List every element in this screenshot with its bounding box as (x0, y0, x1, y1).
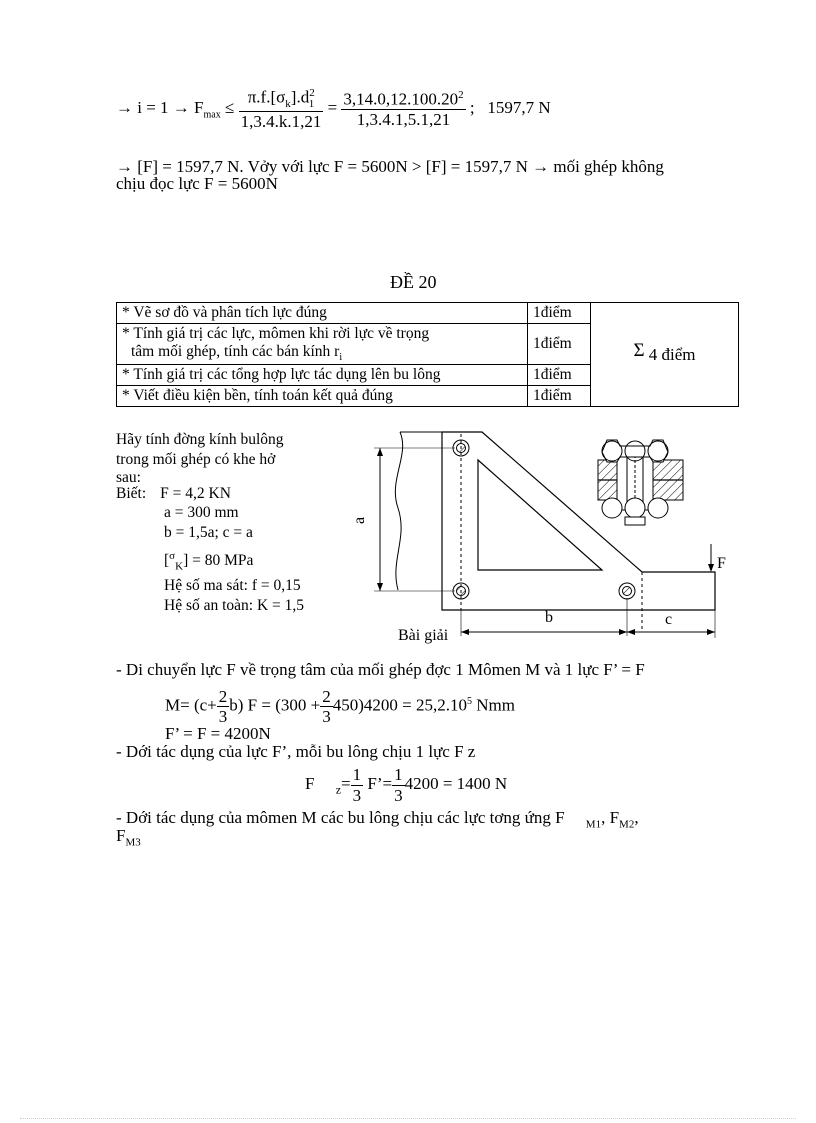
solution-line-1: - Di chuyển lực F về trọng tâm của mối ghép đợc 1 Mômen M và 1 lực F’ = F (116, 660, 645, 679)
fprime-line: F’ = F = 4200N (165, 724, 271, 743)
equals-sign: = (327, 98, 338, 117)
dim-arrow (619, 629, 627, 635)
force-label: F (717, 555, 726, 572)
num2: 3,14.0,12.100.20 (343, 89, 459, 109)
fz-sub: z (335, 782, 342, 797)
intro-line: trong mối ghép có khe hở (116, 451, 276, 468)
solution-line-4 (116, 826, 141, 848)
fraction-symbolic (239, 87, 324, 131)
fz-mid: F’= (367, 774, 393, 793)
task-cell: * Vẽ sơ đồ và phân tích lực đúng (117, 303, 528, 324)
fm1-sub: M1 (585, 818, 602, 831)
points-cell: 1điểm (528, 386, 591, 407)
fmax-result: 1597,7 N (487, 98, 551, 117)
dim-a-label: a (351, 516, 368, 524)
num2-sup: 2 (458, 88, 464, 101)
dim-arrow (627, 629, 635, 635)
given-sigma (116, 546, 330, 576)
sigma-symbol: Σ (633, 339, 645, 361)
moment-tail: 450)4200 = 25,2.10 (332, 695, 467, 715)
total-points-cell (591, 303, 739, 407)
num1-tail: ].d (290, 87, 310, 107)
force-arrow-icon (708, 564, 714, 572)
intro-line: sau: (116, 469, 141, 486)
points-cell: 1điểm (528, 303, 591, 324)
frac-den: 3 (394, 785, 403, 805)
formula-lead: → i = 1 → F (116, 98, 204, 117)
sigma-pre: [ (164, 552, 170, 570)
moment-mid: b) F = (300 + (229, 695, 321, 715)
fraction-numeric (341, 89, 465, 130)
fm2-sub: M2 (619, 818, 635, 831)
bracket-plate (442, 432, 715, 610)
given-f: Hệ số ma sát: f = 0,15 (164, 577, 301, 595)
points-cell: 1điểm (528, 324, 591, 365)
total-points: 4 điểm (648, 344, 696, 364)
fz-formula (305, 762, 507, 806)
task-line-2 (122, 343, 522, 363)
num1-sub2: 1 (308, 98, 315, 111)
conclusion-line-2: chịu đọc lực F = 5600N (116, 174, 278, 193)
solution-line-2: - Dới tác dụng của lực F’, mỗi bu lông chịu 1 lực F z (116, 742, 476, 761)
sigma-tail: ] = 80 MPa (183, 552, 254, 570)
bolt-bottom-right-icon (619, 583, 635, 599)
table-row (117, 303, 739, 324)
dim-b-label: b (545, 609, 553, 626)
fm3-sub: M3 (125, 836, 141, 849)
den2: 1,3.4.1,5.1,21 (356, 109, 451, 129)
given-b: b = 1,5a; c = a (164, 524, 253, 541)
comma: , (634, 808, 639, 827)
fmax-subscript: max (203, 109, 221, 121)
frac-den: 3 (352, 785, 362, 805)
num1-sub: k (285, 98, 291, 111)
frac-num: 1 (352, 765, 362, 785)
moment-exponent: 5 (466, 696, 472, 707)
dim-c-label: c (665, 611, 673, 628)
given-F: F = 4,2 KN (160, 485, 231, 502)
task-line-2-text: tâm mối ghép, tính các bán kính r (131, 343, 340, 360)
fraction-one-third (392, 765, 405, 805)
task-cell: * Viết điều kiện bền, tính toán kết quả đúng (117, 386, 528, 407)
points-cell: 1điểm (528, 365, 591, 386)
fm3-pre: F (116, 826, 126, 845)
fm2-pre: , F (601, 808, 620, 827)
frac-den: 3 (218, 707, 228, 727)
frac-num: 2 (218, 686, 228, 706)
num1-sup: 2 (309, 86, 315, 99)
triangle-cutout (478, 460, 602, 570)
given-K: Hệ số an toàn: K = 1,5 (164, 597, 305, 615)
bracket-diagram (330, 420, 730, 645)
fraction-two-thirds (217, 687, 230, 727)
sigma-sub: K (175, 560, 184, 573)
den1: 1,3.4.k.1,21 (240, 111, 322, 131)
moment-unit: Nmm (471, 695, 515, 715)
num1: π.f.[σ (247, 87, 286, 107)
frac-num: 1 (394, 765, 403, 785)
task-line-2-sub: i (339, 352, 343, 364)
le-sign: ≤ (224, 98, 235, 117)
fz-tail: 4200 = 1400 N (404, 774, 508, 793)
task-cell: * Tính giá trị các tổng hợp lực tác dụng lên bu lông (117, 365, 528, 386)
bolt-detail-icon (598, 440, 683, 525)
approx-sign: ; (469, 98, 475, 117)
fz-eq: = (341, 774, 351, 793)
fraction-one-third (351, 765, 364, 805)
dim-arrow (707, 629, 715, 635)
page-bottom-border (20, 1118, 796, 1119)
intro-line: Hãy tính đờng kính bulông (116, 431, 284, 448)
fz-lead: F (305, 774, 315, 793)
score-table (116, 302, 739, 407)
task-cell (117, 324, 528, 365)
sigma-symbol: σ (169, 550, 176, 562)
conclusion-line-1: → [F] = 1597,7 N. Vởy với lực F = 5600N > [F] = 1597,7 N → mối ghép không (116, 157, 664, 176)
frac-den: 3 (322, 707, 331, 727)
given-F-row (116, 485, 330, 503)
task-line: * Tính giá trị các lực, mômen khi rời lực về trọng (122, 325, 430, 342)
frac-num: 2 (322, 686, 331, 706)
moment-lead: M= (c+ (165, 695, 217, 715)
moment-formula (165, 680, 515, 727)
fmax-formula (116, 84, 551, 132)
given-data (116, 430, 330, 616)
dim-a-arrow-top (377, 448, 383, 456)
fraction-two-thirds (320, 687, 333, 727)
dim-arrow (461, 629, 469, 635)
given-a: a = 300 mm (164, 504, 239, 521)
wall-edge (395, 432, 402, 590)
solution-caption: Bài giải (398, 627, 449, 644)
dim-a-arrow-bottom (377, 583, 383, 591)
given-label: Biết: (116, 485, 147, 502)
solution-line-3-text: - Dới tác dụng của mômen M các bu lông chịu các lực tơng ứng F (116, 808, 565, 827)
solution-line-3 (116, 808, 639, 830)
page-title: ĐỀ 20 (390, 272, 437, 292)
